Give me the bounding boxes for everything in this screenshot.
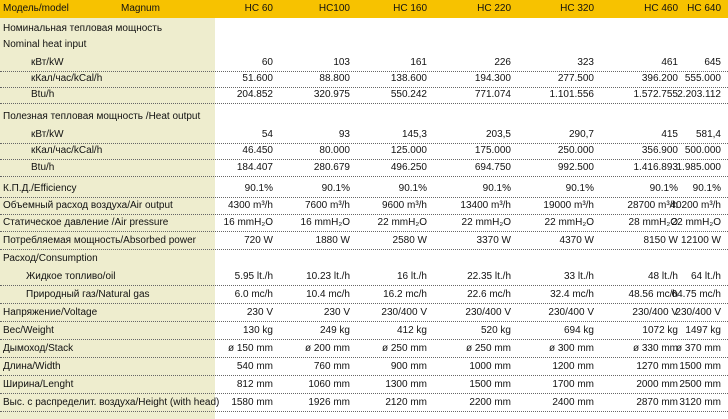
value-cell: 3120 mm: [679, 397, 721, 408]
value-cell: 22 mmH₂O: [544, 217, 594, 228]
table-row-stack: [0, 341, 728, 358]
row-label: Дымоход/Stack: [3, 343, 74, 354]
value-cell: 88.800: [319, 73, 350, 84]
value-cell: 40200 m³/h: [670, 200, 721, 211]
table-row-nominal-btu: [0, 87, 728, 104]
value-cell: 80.000: [319, 145, 350, 156]
value-cell: 412 kg: [396, 325, 427, 336]
value-cell: 771.074: [474, 89, 511, 100]
value-cell: 6.0 mc/h: [234, 289, 273, 300]
value-cell: 1.985.000: [676, 162, 721, 173]
value-cell: 28700 m³/h: [627, 200, 678, 211]
value-cell: 461: [661, 57, 678, 68]
table-row-efficiency: [0, 181, 728, 198]
value-cell: 203,5: [485, 129, 511, 140]
value-cell: 161: [410, 57, 427, 68]
value-cell: 4300 m³/h: [227, 200, 273, 211]
value-cell: 496.250: [390, 162, 427, 173]
table-row-nominal-kw: [0, 55, 728, 72]
value-cell: 175.000: [474, 145, 511, 156]
value-cell: 277.500: [557, 73, 594, 84]
value-cell: 396.200: [641, 73, 678, 84]
value-cell: 1060 mm: [308, 379, 350, 390]
value-cell: 16 mmH₂O: [223, 217, 273, 228]
row-label: кКал/час/kCal/h: [31, 73, 103, 84]
row-label: Выс. с распределит. воздуха/Height (with head): [3, 397, 220, 408]
table-row-useful-kcal: [0, 143, 728, 160]
value-cell: 230 V: [246, 307, 273, 318]
value-cell: 16.2 mc/h: [383, 289, 427, 300]
value-cell: 2200 mm: [469, 397, 511, 408]
value-cell: 2870 mm: [636, 397, 678, 408]
value-cell: 125.000: [390, 145, 427, 156]
model-hc320: HC 320: [560, 3, 594, 14]
value-cell: 22 mmH₂O: [671, 217, 721, 228]
value-cell: 720 W: [244, 235, 273, 246]
value-cell: 1.416.893: [633, 162, 678, 173]
header-row: [0, 0, 728, 18]
value-cell: 645: [704, 57, 721, 68]
value-cell: 226: [494, 57, 511, 68]
value-cell: 32.4 mc/h: [550, 289, 594, 300]
value-cell: 760 mm: [313, 361, 350, 372]
value-cell: 230 V: [323, 307, 350, 318]
model-hc100: HC100: [318, 3, 350, 14]
section-consumption: [0, 251, 728, 267]
value-cell: 356.900: [641, 145, 678, 156]
value-cell: 13400 m³/h: [460, 200, 511, 211]
value-cell: 250.000: [557, 145, 594, 156]
value-cell: 7600 m³/h: [304, 200, 350, 211]
section-label: Расход/Consumption: [3, 253, 98, 264]
value-cell: 280.679: [313, 162, 350, 173]
value-cell: 540 mm: [236, 361, 273, 372]
section-label: Nominal heat input: [3, 39, 87, 50]
value-cell: 10.23 lt./h: [306, 271, 350, 282]
value-cell: 48.56 mc/h: [628, 289, 678, 300]
row-label: кВт/kW: [31, 129, 64, 140]
value-cell: 16 mmH₂O: [300, 217, 350, 228]
value-cell: 323: [577, 57, 594, 68]
value-cell: 16 lt./h: [396, 271, 427, 282]
table-row-nominal-kcal: [0, 71, 728, 88]
table-row-air-pressure: [0, 215, 728, 232]
section-nominal-en: [0, 37, 728, 53]
value-cell: ø 150 mm: [227, 343, 273, 354]
row-label: Жидкое топливо/oil: [26, 271, 116, 282]
value-cell: ø 250 mm: [465, 343, 511, 354]
value-cell: 2580 W: [392, 235, 427, 246]
row-label: Btu/h: [31, 162, 55, 173]
table-row-useful-kw: [0, 127, 728, 144]
table-row-voltage: [0, 305, 728, 322]
value-cell: 64 lt./h: [690, 271, 721, 282]
value-cell: 54: [261, 129, 273, 140]
value-cell: ø 330 mm: [632, 343, 678, 354]
value-cell: ø 250 mm: [381, 343, 427, 354]
value-cell: 4370 W: [559, 235, 594, 246]
value-cell: 2120 mm: [385, 397, 427, 408]
row-label: Статическое давление /Air pressure: [3, 217, 169, 228]
brand-label: Magnum: [121, 3, 160, 14]
value-cell: 1580 mm: [231, 397, 273, 408]
value-cell: 103: [333, 57, 350, 68]
value-cell: 230/400 V: [632, 307, 678, 318]
value-cell: 51.600: [242, 73, 273, 84]
value-cell: 230/400 V: [675, 307, 721, 318]
value-cell: 1.572.755: [633, 89, 678, 100]
value-cell: ø 370 mm: [675, 343, 721, 354]
value-cell: 320.975: [313, 89, 350, 100]
table-row-height: [0, 395, 728, 412]
row-label: Btu/h: [31, 89, 55, 100]
value-cell: 22.35 lt./h: [467, 271, 511, 282]
value-cell: 5.95 lt./h: [234, 271, 273, 282]
model-hc640: HC 640: [687, 3, 721, 14]
value-cell: 1270 mm: [636, 361, 678, 372]
value-cell: 194.300: [474, 73, 511, 84]
value-cell: 230/400 V: [548, 307, 594, 318]
value-cell: 22 mmH₂O: [377, 217, 427, 228]
table-row-useful-btu: [0, 160, 728, 177]
value-cell: 93: [338, 129, 350, 140]
value-cell: 1000 mm: [469, 361, 511, 372]
row-label: Напряжение/Voltage: [3, 307, 98, 318]
row-label: Длина/Width: [3, 361, 61, 372]
value-cell: 900 mm: [390, 361, 427, 372]
model-hc60: HC 60: [244, 3, 273, 14]
value-cell: 1300 mm: [385, 379, 427, 390]
model-hc460: HC 460: [644, 3, 678, 14]
row-label: Объемный расход воздуха/Air output: [3, 200, 173, 211]
value-cell: 290,7: [568, 129, 594, 140]
row-label: кКал/час/kCal/h: [31, 145, 103, 156]
value-cell: 1497 kg: [685, 325, 721, 336]
value-cell: 1200 mm: [552, 361, 594, 372]
row-label: К.П.Д./Efficiency: [3, 183, 77, 194]
value-cell: 33 lt./h: [563, 271, 594, 282]
value-cell: 90.1%: [244, 183, 273, 194]
value-cell: 992.500: [557, 162, 594, 173]
value-cell: 550.242: [390, 89, 427, 100]
table-row-oil: [0, 269, 728, 286]
model-hc220: HC 220: [477, 3, 511, 14]
value-cell: 249 kg: [319, 325, 350, 336]
value-cell: 22 mmH₂O: [461, 217, 511, 228]
value-cell: 230/400 V: [381, 307, 427, 318]
section-nominal-ru: [0, 21, 728, 37]
value-cell: 138.600: [390, 73, 427, 84]
value-cell: 130 kg: [242, 325, 273, 336]
value-cell: 9600 m³/h: [381, 200, 427, 211]
value-cell: 3370 W: [476, 235, 511, 246]
value-cell: 22.6 mc/h: [467, 289, 511, 300]
row-label: кВт/kW: [31, 57, 64, 68]
value-cell: 1500 mm: [679, 361, 721, 372]
value-cell: 1880 W: [315, 235, 350, 246]
table-row-absorbed-power: [0, 233, 728, 250]
value-cell: 204.852: [236, 89, 273, 100]
value-cell: 581,4: [695, 129, 721, 140]
value-cell: 2000 mm: [636, 379, 678, 390]
value-cell: 90.1%: [692, 183, 721, 194]
value-cell: 28 mmH₂O: [628, 217, 678, 228]
value-cell: 2500 mm: [679, 379, 721, 390]
value-cell: 12100 W: [680, 235, 721, 246]
value-cell: ø 300 mm: [548, 343, 594, 354]
value-cell: 64.75 mc/h: [671, 289, 721, 300]
value-cell: 415: [661, 129, 678, 140]
value-cell: 2400 mm: [552, 397, 594, 408]
value-cell: 90.1%: [321, 183, 350, 194]
value-cell: ø 200 mm: [304, 343, 350, 354]
section-useful: [0, 109, 728, 125]
value-cell: 10.4 mc/h: [306, 289, 350, 300]
value-cell: 90.1%: [565, 183, 594, 194]
value-cell: 145,3: [401, 129, 427, 140]
value-cell: 184.407: [236, 162, 273, 173]
value-cell: 19000 m³/h: [543, 200, 594, 211]
value-cell: 520 kg: [480, 325, 511, 336]
table-row-length: [0, 377, 728, 394]
row-label: Природный газ/Natural gas: [26, 289, 150, 300]
value-cell: 500.000: [684, 145, 721, 156]
table-row-air-output: [0, 198, 728, 215]
value-cell: 1072 kg: [642, 325, 678, 336]
section-label: Номинальная тепловая мощность: [3, 23, 163, 34]
value-cell: 60: [261, 57, 273, 68]
section-label: Полезная тепловая мощность /Heat output: [3, 111, 201, 122]
row-label: Потребляемая мощность/Absorbed power: [3, 235, 196, 246]
value-cell: 694 kg: [563, 325, 594, 336]
model-label: Модель/model: [3, 3, 69, 14]
value-cell: 2.203.112: [677, 89, 721, 100]
value-cell: 46.450: [242, 145, 273, 156]
value-cell: 812 mm: [236, 379, 273, 390]
value-cell: 48 lt./h: [647, 271, 678, 282]
model-hc160: HC 160: [393, 3, 427, 14]
row-label: Вес/Weight: [3, 325, 54, 336]
value-cell: 1700 mm: [552, 379, 594, 390]
table-row-natural-gas: [0, 287, 728, 304]
table-row-weight: [0, 323, 728, 340]
value-cell: 1500 mm: [469, 379, 511, 390]
row-label: Ширина/Lenght: [3, 379, 74, 390]
value-cell: 1926 mm: [308, 397, 350, 408]
value-cell: 694.750: [474, 162, 511, 173]
value-cell: 90.1%: [649, 183, 678, 194]
value-cell: 1.101.556: [549, 89, 594, 100]
table-row-width: [0, 359, 728, 376]
value-cell: 90.1%: [482, 183, 511, 194]
value-cell: 555.000: [684, 73, 721, 84]
value-cell: 90.1%: [398, 183, 427, 194]
value-cell: 230/400 V: [465, 307, 511, 318]
value-cell: 8150 W: [643, 235, 678, 246]
